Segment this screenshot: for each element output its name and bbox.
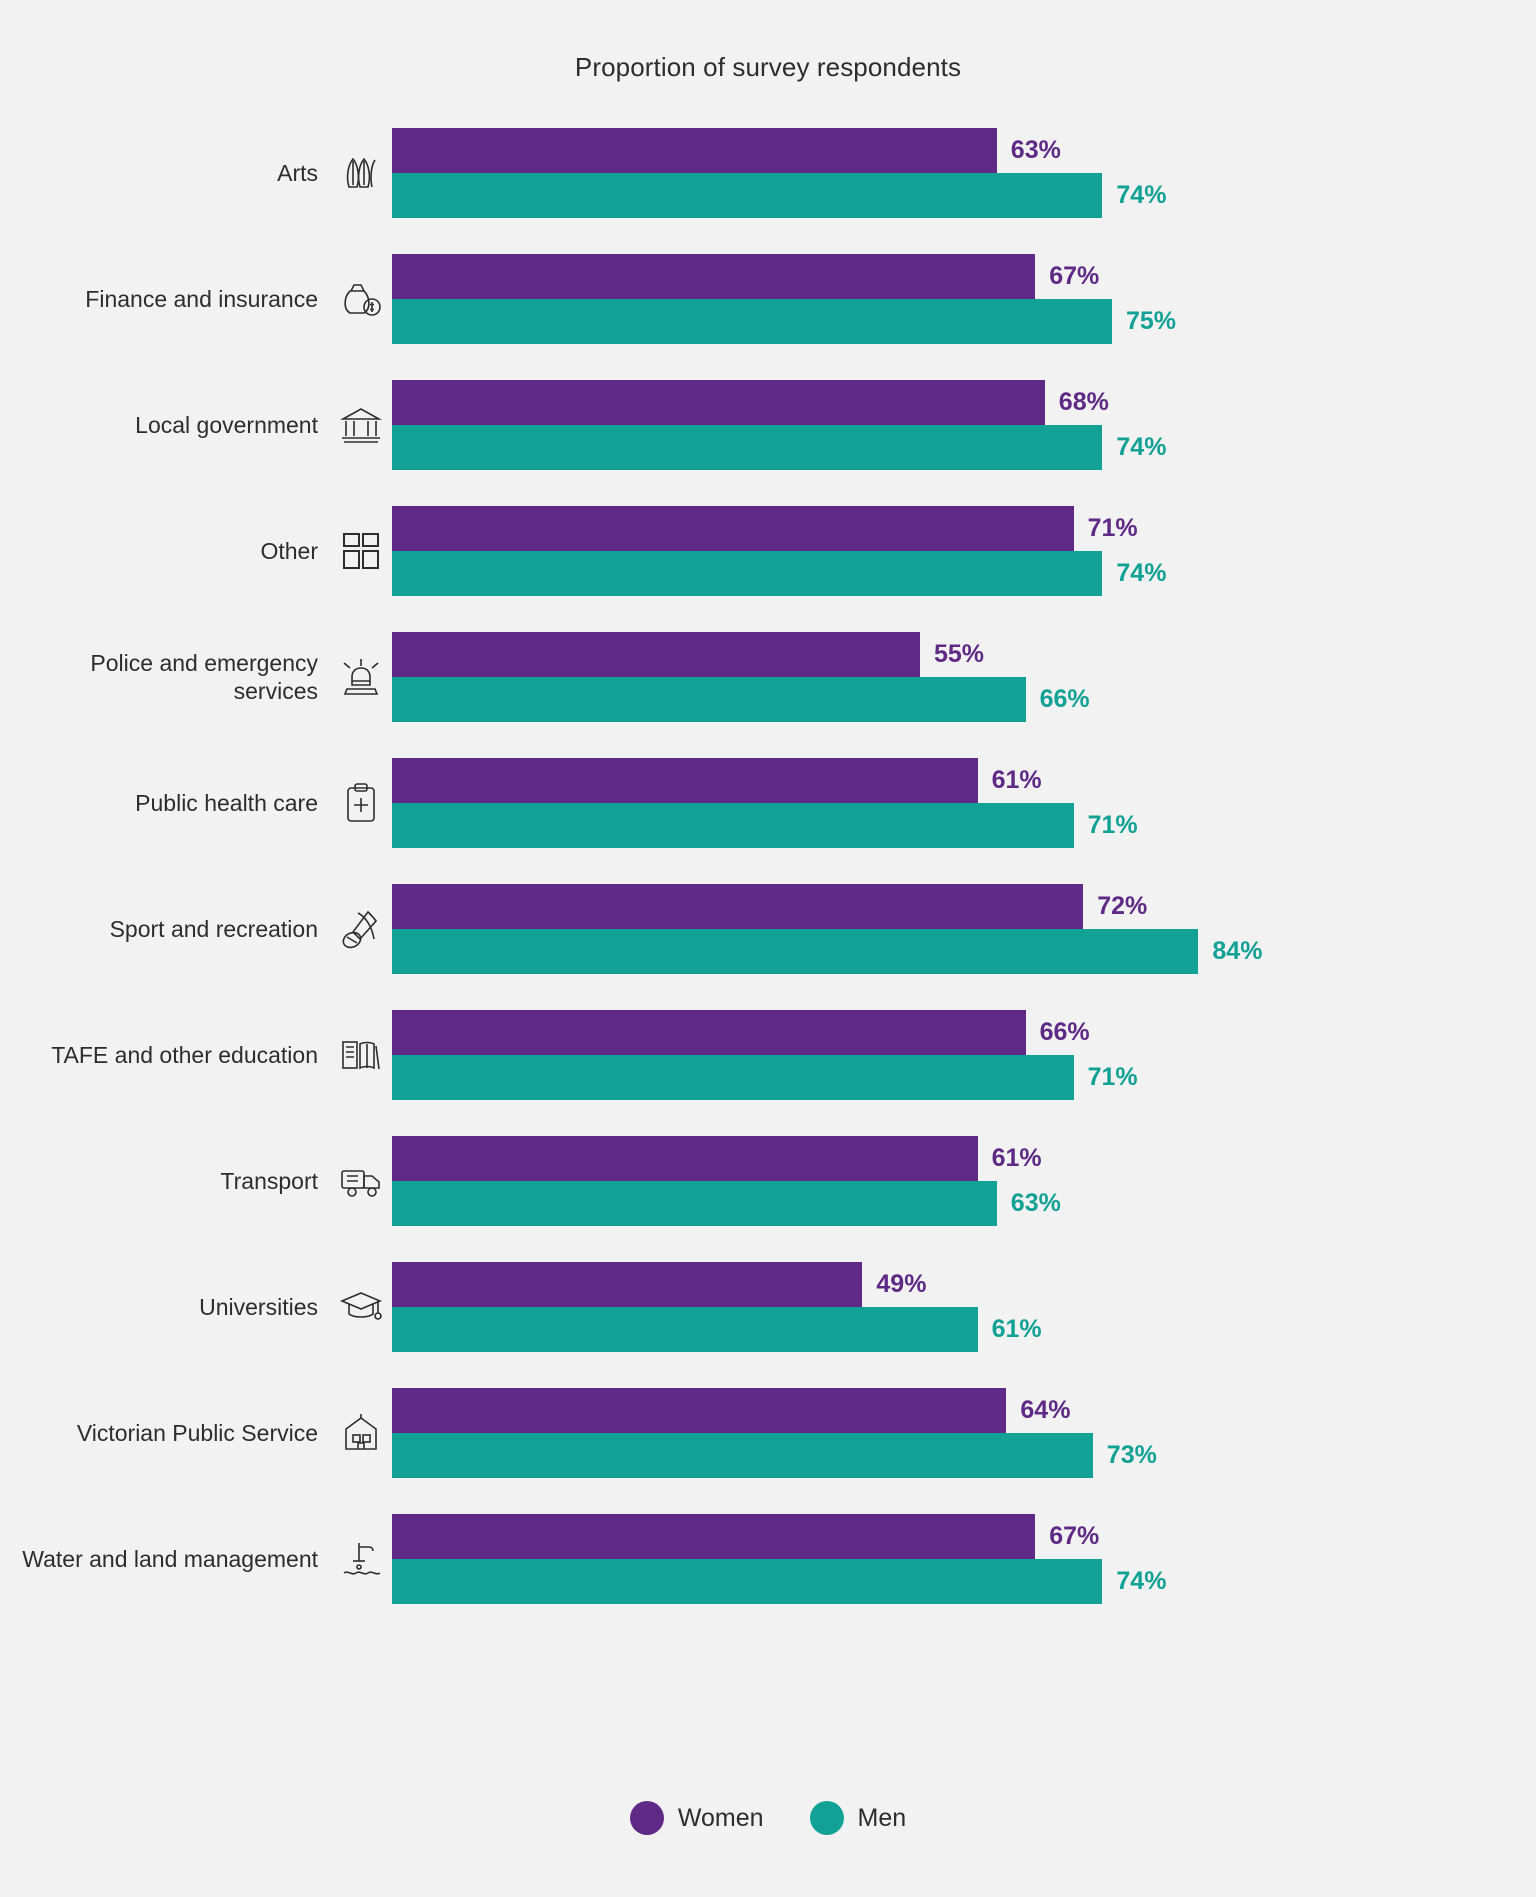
bar-line-women (392, 758, 1536, 803)
bar-group (392, 624, 1536, 730)
bar-men (392, 425, 1102, 470)
bar-men (392, 551, 1102, 596)
graduation-cap-icon (330, 1285, 392, 1329)
bar-group (392, 876, 1536, 982)
chart-row (0, 372, 1536, 478)
legend-item-men (810, 1801, 907, 1835)
bar-value-men: 71% (1087, 1063, 1138, 1091)
bar-chart-plot (0, 120, 1536, 1632)
bar-group (392, 1380, 1536, 1486)
bar-men (392, 1433, 1093, 1478)
bar-line-women (392, 1388, 1536, 1433)
bar-line-women (392, 254, 1536, 299)
emergency-light-icon (330, 655, 392, 699)
bar-group (392, 1002, 1536, 1108)
bar-line-women (392, 884, 1536, 929)
bar-line-men (392, 1055, 1536, 1100)
bar-value-women: 66% (1039, 1018, 1090, 1046)
bar-line-men (392, 929, 1536, 974)
bar-line-women (392, 128, 1536, 173)
bar-value-men: 66% (1039, 685, 1090, 713)
bar-women (392, 506, 1074, 551)
bar-women (392, 380, 1045, 425)
bar-women (392, 1136, 978, 1181)
category-label: Other (260, 537, 318, 564)
legend-label-men: Men (857, 1803, 907, 1832)
category-label: Universities (199, 1293, 318, 1320)
chart-row (0, 1506, 1536, 1612)
bar-men (392, 1559, 1102, 1604)
bar-line-women (392, 1136, 1536, 1181)
category-label: Public health care (135, 789, 318, 816)
legend-swatch-women (630, 1801, 664, 1835)
bar-value-men: 74% (1116, 181, 1167, 209)
category-label: Victorian Public Service (76, 1419, 318, 1446)
money-bag-icon (330, 277, 392, 321)
bar-value-women: 67% (1049, 262, 1100, 290)
bar-line-women (392, 632, 1536, 677)
bar-value-women: 67% (1049, 1522, 1100, 1550)
bar-men (392, 929, 1198, 974)
bar-value-men: 74% (1116, 559, 1167, 587)
chart-row (0, 876, 1536, 982)
bar-value-women: 61% (991, 1144, 1042, 1172)
chart-row (0, 246, 1536, 352)
chart-row (0, 120, 1536, 226)
bar-women (392, 1262, 862, 1307)
bar-line-men (392, 551, 1536, 596)
bar-group (392, 1128, 1536, 1234)
four-squares-icon (330, 531, 392, 571)
category-label: Finance and insurance (85, 285, 318, 312)
bar-group (392, 498, 1536, 604)
chart-row (0, 1254, 1536, 1360)
bar-value-men: 75% (1126, 307, 1177, 335)
bar-line-men (392, 1181, 1536, 1226)
bar-men (392, 1181, 997, 1226)
bar-line-women (392, 1514, 1536, 1559)
bar-group (392, 246, 1536, 352)
bar-women (392, 884, 1083, 929)
feather-pens-icon (330, 151, 392, 195)
bar-line-women (392, 1262, 1536, 1307)
legend-item-women (630, 1801, 764, 1835)
bar-women (392, 758, 978, 803)
bar-value-women: 71% (1087, 514, 1138, 542)
bar-value-women: 55% (934, 640, 985, 668)
chart-row (0, 624, 1536, 730)
bar-men (392, 1055, 1074, 1100)
bar-value-men: 73% (1106, 1441, 1157, 1469)
bar-women (392, 128, 997, 173)
bar-group (392, 120, 1536, 226)
bar-women (392, 1388, 1006, 1433)
bar-group (392, 372, 1536, 478)
bar-line-men (392, 173, 1536, 218)
bar-line-men (392, 803, 1536, 848)
bar-value-women: 64% (1020, 1396, 1071, 1424)
bar-line-men (392, 1433, 1536, 1478)
public-building-icon (330, 1411, 392, 1455)
bar-men (392, 1307, 978, 1352)
category-label: Arts (277, 159, 318, 186)
books-icon (330, 1033, 392, 1077)
truck-icon (330, 1161, 392, 1201)
water-tap-icon (330, 1537, 392, 1581)
bar-line-men (392, 425, 1536, 470)
bar-line-men (392, 677, 1536, 722)
legend-swatch-men (810, 1801, 844, 1835)
category-label: Local government (135, 411, 318, 438)
bar-men (392, 803, 1074, 848)
chart-row (0, 1380, 1536, 1486)
bar-women (392, 1514, 1035, 1559)
chart-legend (0, 1801, 1536, 1835)
bar-line-men (392, 1307, 1536, 1352)
bar-line-men (392, 1559, 1536, 1604)
bar-value-men: 61% (991, 1315, 1042, 1343)
bar-line-women (392, 1010, 1536, 1055)
bar-line-women (392, 506, 1536, 551)
bar-group (392, 1254, 1536, 1360)
bar-value-men: 71% (1087, 811, 1138, 839)
category-label: TAFE and other education (51, 1041, 318, 1068)
bar-value-men: 84% (1212, 937, 1263, 965)
chart-title: Proportion of survey respondents (574, 52, 962, 82)
chart-row (0, 498, 1536, 604)
medical-clipboard-icon (330, 781, 392, 825)
bar-value-women: 68% (1058, 388, 1109, 416)
bar-line-men (392, 299, 1536, 344)
bar-men (392, 299, 1112, 344)
bar-value-women: 63% (1010, 136, 1061, 164)
bar-group (392, 750, 1536, 856)
legend-label-women: Women (677, 1803, 764, 1832)
bar-value-women: 49% (876, 1270, 927, 1298)
category-label: Sport and recreation (109, 915, 318, 942)
bar-value-men: 63% (1010, 1189, 1061, 1217)
bar-value-women: 61% (991, 766, 1042, 794)
bar-men (392, 677, 1026, 722)
bar-line-women (392, 380, 1536, 425)
chart-row (0, 1002, 1536, 1108)
category-label: Police and emergency services (90, 649, 318, 704)
bar-value-men: 74% (1116, 433, 1167, 461)
chart-row (0, 750, 1536, 856)
chart-row (0, 1128, 1536, 1234)
category-label: Transport (220, 1167, 318, 1194)
bar-women (392, 632, 920, 677)
bank-building-icon (330, 403, 392, 447)
sports-equipment-icon (330, 907, 392, 951)
bar-women (392, 1010, 1026, 1055)
bar-value-men: 74% (1116, 1567, 1167, 1595)
bar-value-women: 72% (1097, 892, 1148, 920)
category-label: Water and land management (22, 1545, 318, 1572)
bar-women (392, 254, 1035, 299)
bar-men (392, 173, 1102, 218)
bar-group (392, 1506, 1536, 1612)
